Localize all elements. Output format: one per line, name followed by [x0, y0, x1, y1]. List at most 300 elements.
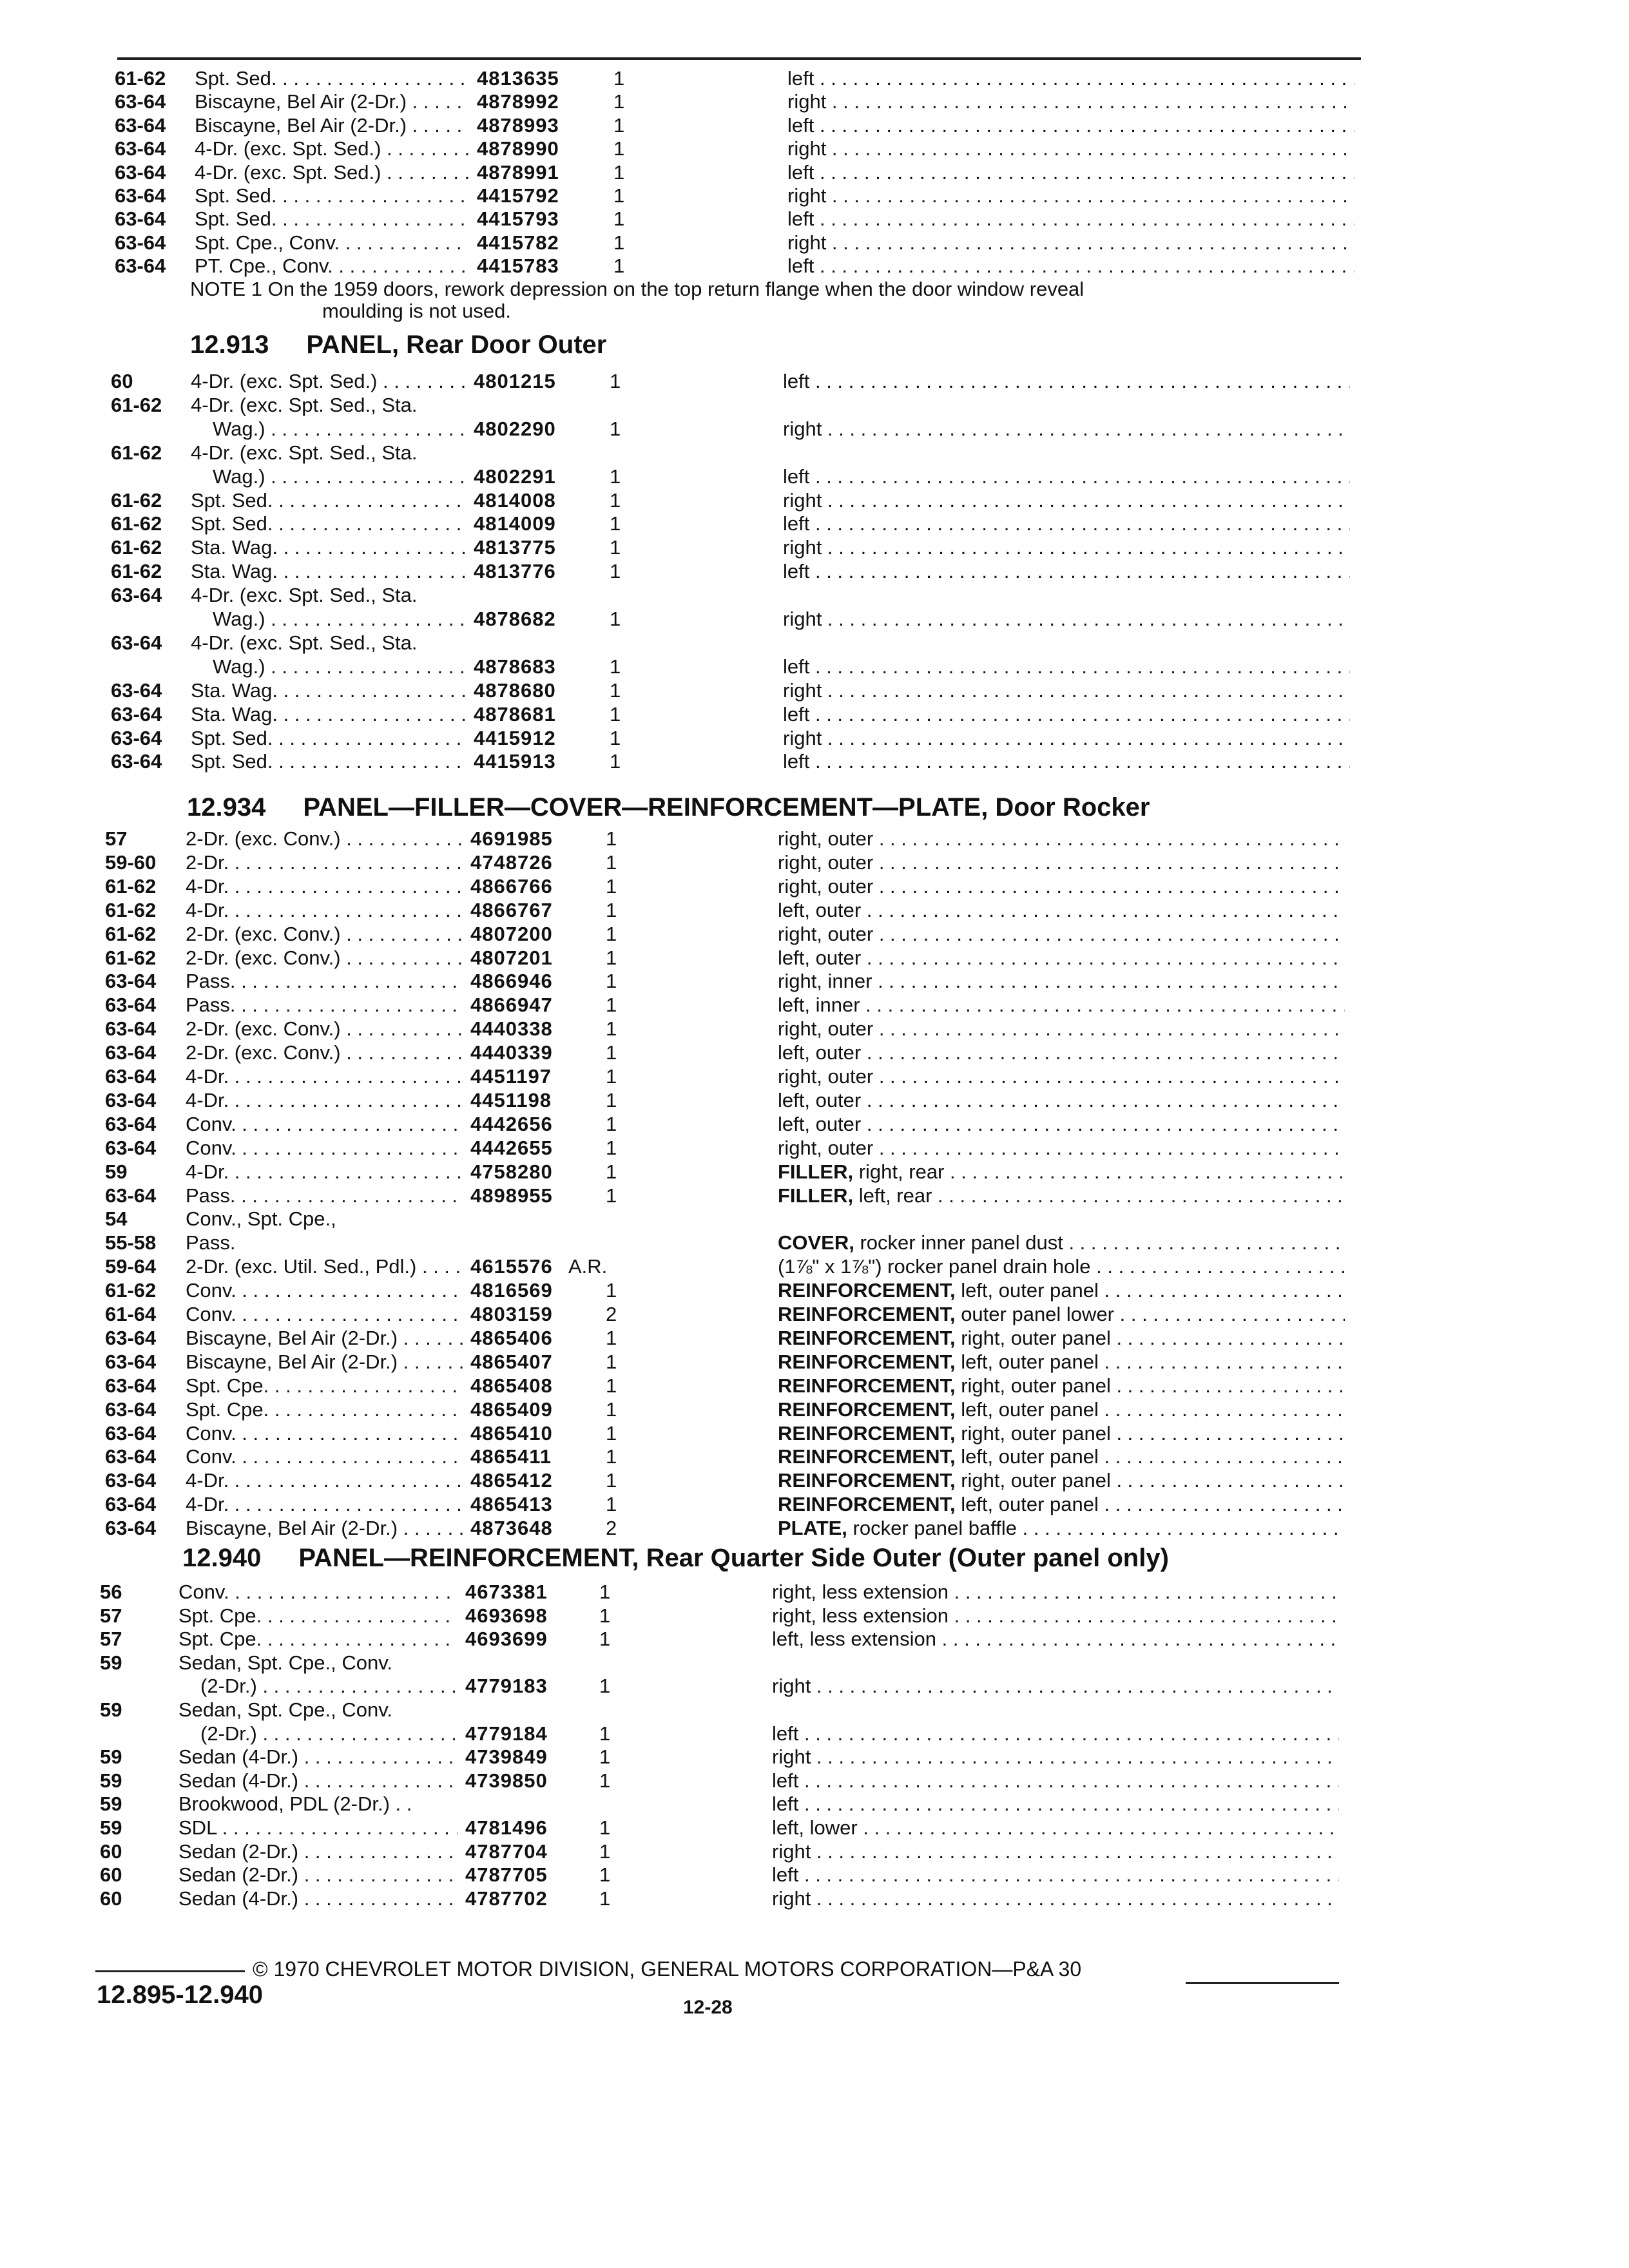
model-description — [191, 749, 466, 773]
part-description — [772, 1580, 1339, 1604]
model-text: Brookwood, PDL (2-Dr.) . . — [178, 1792, 412, 1815]
model-text: Sedan (4-Dr.) — [178, 1887, 299, 1910]
model-text: Sedan (4-Dr.) — [178, 1769, 299, 1792]
model-text: 4-Dr. (exc. Spt. Sed., Sta. — [191, 584, 418, 606]
description-text: rocker panel baffle — [847, 1517, 1017, 1539]
part-description — [778, 1254, 1345, 1278]
model-year: 59 — [100, 1816, 122, 1839]
quantity: 1 — [606, 1184, 617, 1207]
parts-row — [0, 1745, 1629, 1769]
part-number: 4802291 — [474, 465, 556, 488]
quantity: 1 — [599, 1581, 611, 1603]
model-year: 63-64 — [105, 1350, 157, 1373]
parts-row — [0, 1207, 1629, 1231]
quantity: 1 — [606, 1089, 617, 1111]
model-text: Wag.) — [213, 418, 265, 440]
quantity: 1 — [613, 184, 625, 207]
model-year: 63-64 — [105, 1327, 157, 1349]
model-text: Spt. Sed. — [195, 67, 277, 90]
part-number: 4878680 — [474, 679, 556, 702]
model-year: 63-64 — [105, 1065, 157, 1088]
model-description — [178, 1816, 458, 1840]
part-description — [772, 1604, 1339, 1628]
part-number: 4878682 — [474, 608, 556, 630]
part-description — [772, 1769, 1339, 1792]
model-year: 59 — [100, 1651, 122, 1674]
parts-row — [0, 231, 1629, 255]
parts-row — [0, 1350, 1629, 1374]
part-number: 4440339 — [470, 1041, 553, 1064]
model-text: 2-Dr. (exc. Conv.) — [186, 1017, 341, 1040]
model-description — [178, 1604, 458, 1628]
part-number: 4807200 — [470, 923, 553, 945]
model-year: 59 — [105, 1160, 128, 1183]
parts-row — [0, 1627, 1629, 1651]
model-description — [186, 850, 463, 874]
model-year: 60 — [100, 1840, 122, 1863]
model-description — [186, 1326, 463, 1350]
part-number: 4739849 — [465, 1745, 548, 1768]
part-description — [778, 1326, 1345, 1350]
model-text: 4-Dr. (exc. Spt. Sed., Sta. — [191, 631, 418, 654]
description-text: right, inner — [778, 970, 872, 992]
model-text: Sedan, Spt. Cpe., Conv. — [178, 1698, 393, 1721]
model-year: 59 — [100, 1769, 122, 1792]
quantity: 1 — [610, 679, 621, 702]
part-description — [778, 1064, 1345, 1088]
model-year: 61-62 — [105, 875, 157, 898]
quantity: 1 — [606, 1279, 617, 1302]
parts-row — [0, 1863, 1629, 1887]
part-number: 4878992 — [477, 90, 559, 113]
model-text: Spt. Sed. — [195, 184, 277, 207]
quantity: 1 — [599, 1675, 611, 1697]
model-year: 63-64 — [115, 255, 166, 277]
part-number: 4693699 — [465, 1628, 548, 1650]
part-description — [787, 184, 1354, 207]
quantity: 1 — [606, 1160, 617, 1183]
parts-row — [0, 583, 1629, 607]
parts-row — [0, 66, 1629, 90]
description-text: left — [772, 1863, 799, 1886]
description-text: left, inner — [778, 994, 860, 1016]
parts-row — [0, 1184, 1629, 1207]
model-year: 63-64 — [105, 1422, 157, 1445]
model-description — [186, 1468, 463, 1492]
description-text: right, outer — [778, 1137, 874, 1159]
model-description — [191, 369, 466, 393]
model-year: 60 — [100, 1863, 122, 1886]
description-text: left — [783, 560, 810, 582]
part-description — [778, 1350, 1345, 1374]
model-text: 4-Dr. — [186, 1065, 229, 1088]
model-text: Spt. Cpe. — [178, 1604, 262, 1627]
model-description — [191, 678, 466, 702]
part-number: 4807201 — [470, 947, 553, 969]
parts-row — [0, 655, 1629, 678]
model-description — [195, 137, 469, 160]
model-text: Wag.) — [213, 655, 265, 678]
description-text: left, outer — [778, 1113, 862, 1135]
part-description — [778, 850, 1345, 874]
model-description — [195, 160, 469, 184]
quantity: 1 — [610, 536, 621, 559]
quantity: 1 — [613, 137, 625, 160]
model-year: 57 — [100, 1628, 122, 1650]
model-year: 63-64 — [105, 994, 157, 1016]
part-number: 4787702 — [465, 1887, 548, 1910]
part-number: 4802290 — [474, 418, 556, 440]
footer-rule-right — [1186, 1982, 1339, 1984]
model-year: 63-64 — [115, 161, 166, 184]
quantity: 1 — [599, 1840, 611, 1863]
part-description — [778, 898, 1345, 922]
model-year: 61-62 — [111, 536, 162, 559]
description-text: right — [787, 137, 827, 160]
footer-rule-left — [95, 1970, 245, 1972]
description-text: left — [787, 207, 815, 230]
model-year: 63-64 — [115, 184, 166, 207]
description-text: right, less extension — [772, 1604, 949, 1627]
part-number: 4415783 — [477, 255, 559, 277]
part-category: REINFORCEMENT, — [778, 1445, 956, 1468]
quantity: 1 — [606, 994, 617, 1016]
part-description — [787, 113, 1354, 137]
footer-page-number: 12-28 — [683, 1997, 733, 2018]
quantity: 1 — [613, 90, 625, 113]
part-description — [783, 535, 1350, 559]
model-text: 4-Dr. (exc. Spt. Sed., Sta. — [191, 394, 418, 416]
model-text: 4-Dr. (exc. Spt. Sed.) — [195, 161, 381, 184]
model-text: Spt. Cpe. — [186, 1374, 269, 1397]
part-number: 4813775 — [474, 536, 556, 559]
model-text: Biscayne, Bel Air (2-Dr.) . — [186, 1327, 409, 1349]
quantity: 1 — [599, 1745, 611, 1768]
part-description — [772, 1627, 1339, 1651]
parts-row — [0, 1112, 1629, 1136]
model-description — [178, 1698, 458, 1722]
quantity: 1 — [610, 465, 621, 488]
part-number: 4878993 — [477, 114, 559, 137]
model-year: 59 — [100, 1792, 122, 1815]
parts-row — [0, 465, 1629, 488]
quantity: 1 — [610, 489, 621, 512]
model-description — [186, 1017, 463, 1041]
quantity: 1 — [613, 231, 625, 254]
part-description — [787, 254, 1354, 278]
description-text: left, outer panel — [955, 1398, 1099, 1421]
parts-row — [0, 1492, 1629, 1516]
description-text: right, outer — [778, 827, 874, 850]
part-category: FILLER, — [778, 1184, 854, 1207]
model-text: Sta. Wag. — [191, 560, 278, 582]
model-text: Spt. Sed. — [191, 512, 273, 535]
description-text: left — [783, 750, 810, 773]
part-number: 4415782 — [477, 231, 559, 254]
model-year: 63-64 — [111, 703, 162, 726]
description-text: right, outer — [778, 1017, 874, 1040]
model-description — [178, 1651, 458, 1675]
description-text: right — [783, 489, 822, 512]
model-year: 59 — [100, 1745, 122, 1768]
part-description — [783, 559, 1350, 583]
parts-row — [0, 1468, 1629, 1492]
part-description — [778, 827, 1345, 850]
model-year: 61-62 — [105, 1279, 157, 1302]
quantity: 1 — [599, 1816, 611, 1839]
model-year: 63-64 — [105, 970, 157, 992]
part-description — [778, 1278, 1345, 1302]
model-text: 2-Dr. (exc. Conv.) — [186, 1041, 341, 1064]
part-category: FILLER, — [778, 1160, 854, 1183]
model-description — [195, 254, 469, 278]
description-text: right, outer panel — [955, 1422, 1111, 1445]
part-description — [778, 1398, 1345, 1421]
model-text: Conv., Spt. Cpe., — [186, 1207, 336, 1230]
quantity: 1 — [599, 1863, 611, 1886]
model-description — [195, 66, 469, 90]
section-number: 12.934 — [187, 793, 266, 822]
quantity: 2 — [606, 1303, 617, 1325]
model-description — [186, 1374, 463, 1398]
description-text: right, outer — [778, 851, 874, 874]
model-text: 4-Dr. — [186, 1089, 229, 1111]
part-description — [778, 993, 1345, 1017]
part-description — [778, 1231, 1345, 1254]
parts-row — [0, 702, 1629, 726]
description-text: right — [787, 184, 827, 207]
description-text: right — [772, 1840, 811, 1863]
model-year: 63-64 — [111, 727, 162, 749]
part-description — [787, 137, 1354, 160]
part-number: 4415792 — [477, 184, 559, 207]
part-description — [772, 1887, 1339, 1910]
model-text: 4-Dr. (exc. Spt. Sed.) — [195, 137, 381, 160]
quantity: 1 — [606, 1327, 617, 1349]
model-year: 63-64 — [111, 679, 162, 702]
part-number: 4873648 — [470, 1517, 553, 1539]
model-description — [195, 90, 469, 113]
part-description — [778, 922, 1345, 946]
part-number: 4758280 — [470, 1160, 553, 1183]
part-description — [772, 1745, 1339, 1769]
model-description — [195, 113, 469, 137]
quantity: 1 — [606, 899, 617, 921]
model-year: 63-64 — [105, 1398, 157, 1421]
description-text: left, outer panel — [955, 1445, 1099, 1468]
parts-row — [0, 1651, 1629, 1675]
part-description — [778, 1468, 1345, 1492]
model-description — [186, 1302, 463, 1326]
model-description — [186, 1254, 463, 1278]
parts-row — [0, 827, 1629, 850]
model-description — [186, 1184, 463, 1207]
quantity: 2 — [606, 1517, 617, 1539]
parts-row — [0, 1445, 1629, 1468]
model-year: 63-64 — [105, 1517, 157, 1539]
part-number: 4866766 — [470, 875, 553, 898]
part-number: 4865407 — [470, 1350, 553, 1373]
quantity: 1 — [606, 1137, 617, 1159]
quantity: 1 — [606, 875, 617, 898]
description-text: left — [787, 161, 815, 184]
quantity: 1 — [606, 970, 617, 992]
model-description — [191, 702, 466, 726]
part-category: PLATE, — [778, 1517, 847, 1539]
model-description — [186, 1136, 463, 1160]
model-description — [178, 1745, 458, 1769]
model-year: 63-64 — [115, 90, 166, 113]
model-year: 63-64 — [111, 750, 162, 773]
parts-row — [0, 254, 1629, 278]
quantity: 1 — [606, 1350, 617, 1373]
model-description — [186, 1064, 463, 1088]
model-text: Biscayne, Bel Air (2-Dr.) . — [186, 1517, 409, 1539]
quantity: 1 — [606, 1445, 617, 1468]
description-text: right — [783, 679, 822, 702]
model-year: 61-62 — [111, 560, 162, 582]
parts-row — [0, 1604, 1629, 1628]
model-text: Sedan (2-Dr.) — [178, 1840, 299, 1863]
quantity: 1 — [599, 1628, 611, 1650]
part-number: 4673381 — [465, 1581, 548, 1603]
part-number: 4866767 — [470, 899, 553, 921]
model-text: Conv. — [186, 1137, 236, 1159]
quantity: 1 — [606, 827, 617, 850]
model-description — [186, 946, 463, 970]
section-heading — [190, 330, 606, 360]
part-category: REINFORCEMENT, — [778, 1279, 956, 1302]
part-number: 4415912 — [474, 727, 556, 749]
part-category: REINFORCEMENT, — [778, 1493, 956, 1515]
quantity: 1 — [599, 1887, 611, 1910]
part-number: 4615576 — [470, 1255, 553, 1278]
parts-row — [0, 1374, 1629, 1398]
description-text: right, outer — [778, 923, 874, 945]
parts-row — [0, 1326, 1629, 1350]
part-number: 4878681 — [474, 703, 556, 726]
part-number: 4739850 — [465, 1769, 548, 1792]
parts-row — [0, 1017, 1629, 1041]
model-description — [195, 184, 469, 207]
model-description — [195, 231, 469, 255]
parts-row — [0, 1278, 1629, 1302]
part-number: 4691985 — [470, 827, 553, 850]
quantity: 1 — [606, 1041, 617, 1064]
parts-row — [0, 417, 1629, 441]
description-text: left — [783, 370, 810, 392]
description-text: left — [787, 255, 815, 277]
part-number: 4878683 — [474, 655, 556, 678]
description-text: left — [783, 655, 810, 678]
quantity: 1 — [606, 1398, 617, 1421]
quantity: 1 — [606, 1113, 617, 1135]
part-description — [787, 66, 1354, 90]
description-text: right — [783, 727, 822, 749]
part-description — [772, 1722, 1339, 1745]
quantity: 1 — [599, 1722, 611, 1745]
description-text: left — [783, 512, 810, 535]
part-description — [772, 1816, 1339, 1840]
parts-row — [0, 137, 1629, 160]
parts-row — [0, 850, 1629, 874]
parts-row — [0, 1231, 1629, 1254]
model-year: 60 — [100, 1887, 122, 1910]
section-title: PANEL, Rear Door Outer — [306, 331, 607, 359]
model-description — [200, 1674, 458, 1698]
model-text: Conv. — [178, 1581, 229, 1603]
parts-row — [0, 678, 1629, 702]
model-year: 59-60 — [105, 851, 157, 874]
part-description — [778, 1445, 1345, 1468]
part-category: REINFORCEMENT, — [778, 1350, 956, 1373]
model-text: (2-Dr.) — [200, 1722, 257, 1745]
model-text: Sedan (2-Dr.) — [178, 1863, 299, 1886]
section-number: 12.913 — [190, 331, 269, 359]
part-description — [778, 1112, 1345, 1136]
part-description — [783, 655, 1350, 678]
model-description — [200, 1722, 458, 1745]
model-text: Biscayne, Bel Air (2-Dr.) . — [186, 1350, 409, 1373]
quantity: 1 — [606, 851, 617, 874]
model-description — [178, 1769, 458, 1792]
model-description — [186, 1088, 463, 1112]
model-description — [186, 1516, 463, 1540]
parts-row — [0, 607, 1629, 631]
part-description — [783, 512, 1350, 535]
description-text: outer panel lower — [955, 1303, 1115, 1325]
model-description — [191, 488, 466, 512]
part-description — [778, 874, 1345, 898]
model-text: 2-Dr. (exc. Conv.) — [186, 923, 341, 945]
parts-row — [0, 90, 1629, 113]
description-text: right — [783, 418, 822, 440]
model-text: Spt. Sed. — [191, 727, 273, 749]
quantity: A.R. — [568, 1255, 608, 1278]
model-description — [186, 993, 463, 1017]
parts-row — [0, 1136, 1629, 1160]
quantity: 1 — [606, 923, 617, 945]
parts-row — [0, 749, 1629, 773]
model-year: 61-62 — [105, 899, 157, 921]
description-text: right, less extension — [772, 1581, 949, 1603]
model-description — [186, 1398, 463, 1421]
model-year: 63-64 — [105, 1445, 157, 1468]
model-text: Wag.) — [213, 608, 265, 630]
model-description — [191, 441, 466, 465]
model-text: 4-Dr. — [186, 1469, 229, 1492]
parts-row — [0, 1421, 1629, 1445]
parts-row — [0, 488, 1629, 512]
model-text: Spt. Cpe. — [178, 1628, 262, 1650]
parts-row — [0, 1160, 1629, 1184]
parts-row — [0, 1302, 1629, 1326]
model-year: 61-62 — [111, 512, 162, 535]
model-text: 4-Dr. — [186, 1493, 229, 1515]
part-description — [778, 969, 1345, 993]
section-title: PANEL—REINFORCEMENT, Rear Quarter Side Outer (Outer panel only) — [298, 1544, 1169, 1572]
model-text: 2-Dr. — [186, 851, 229, 874]
part-category: REINFORCEMENT, — [778, 1303, 956, 1325]
part-number: 4779183 — [465, 1675, 548, 1697]
model-text: Pass. — [186, 994, 236, 1016]
model-year: 63-64 — [105, 1184, 157, 1207]
model-description — [186, 827, 463, 850]
part-description — [778, 1492, 1345, 1516]
model-text: SDL — [178, 1816, 217, 1839]
part-category: COVER, — [778, 1231, 854, 1254]
model-description — [186, 1278, 463, 1302]
